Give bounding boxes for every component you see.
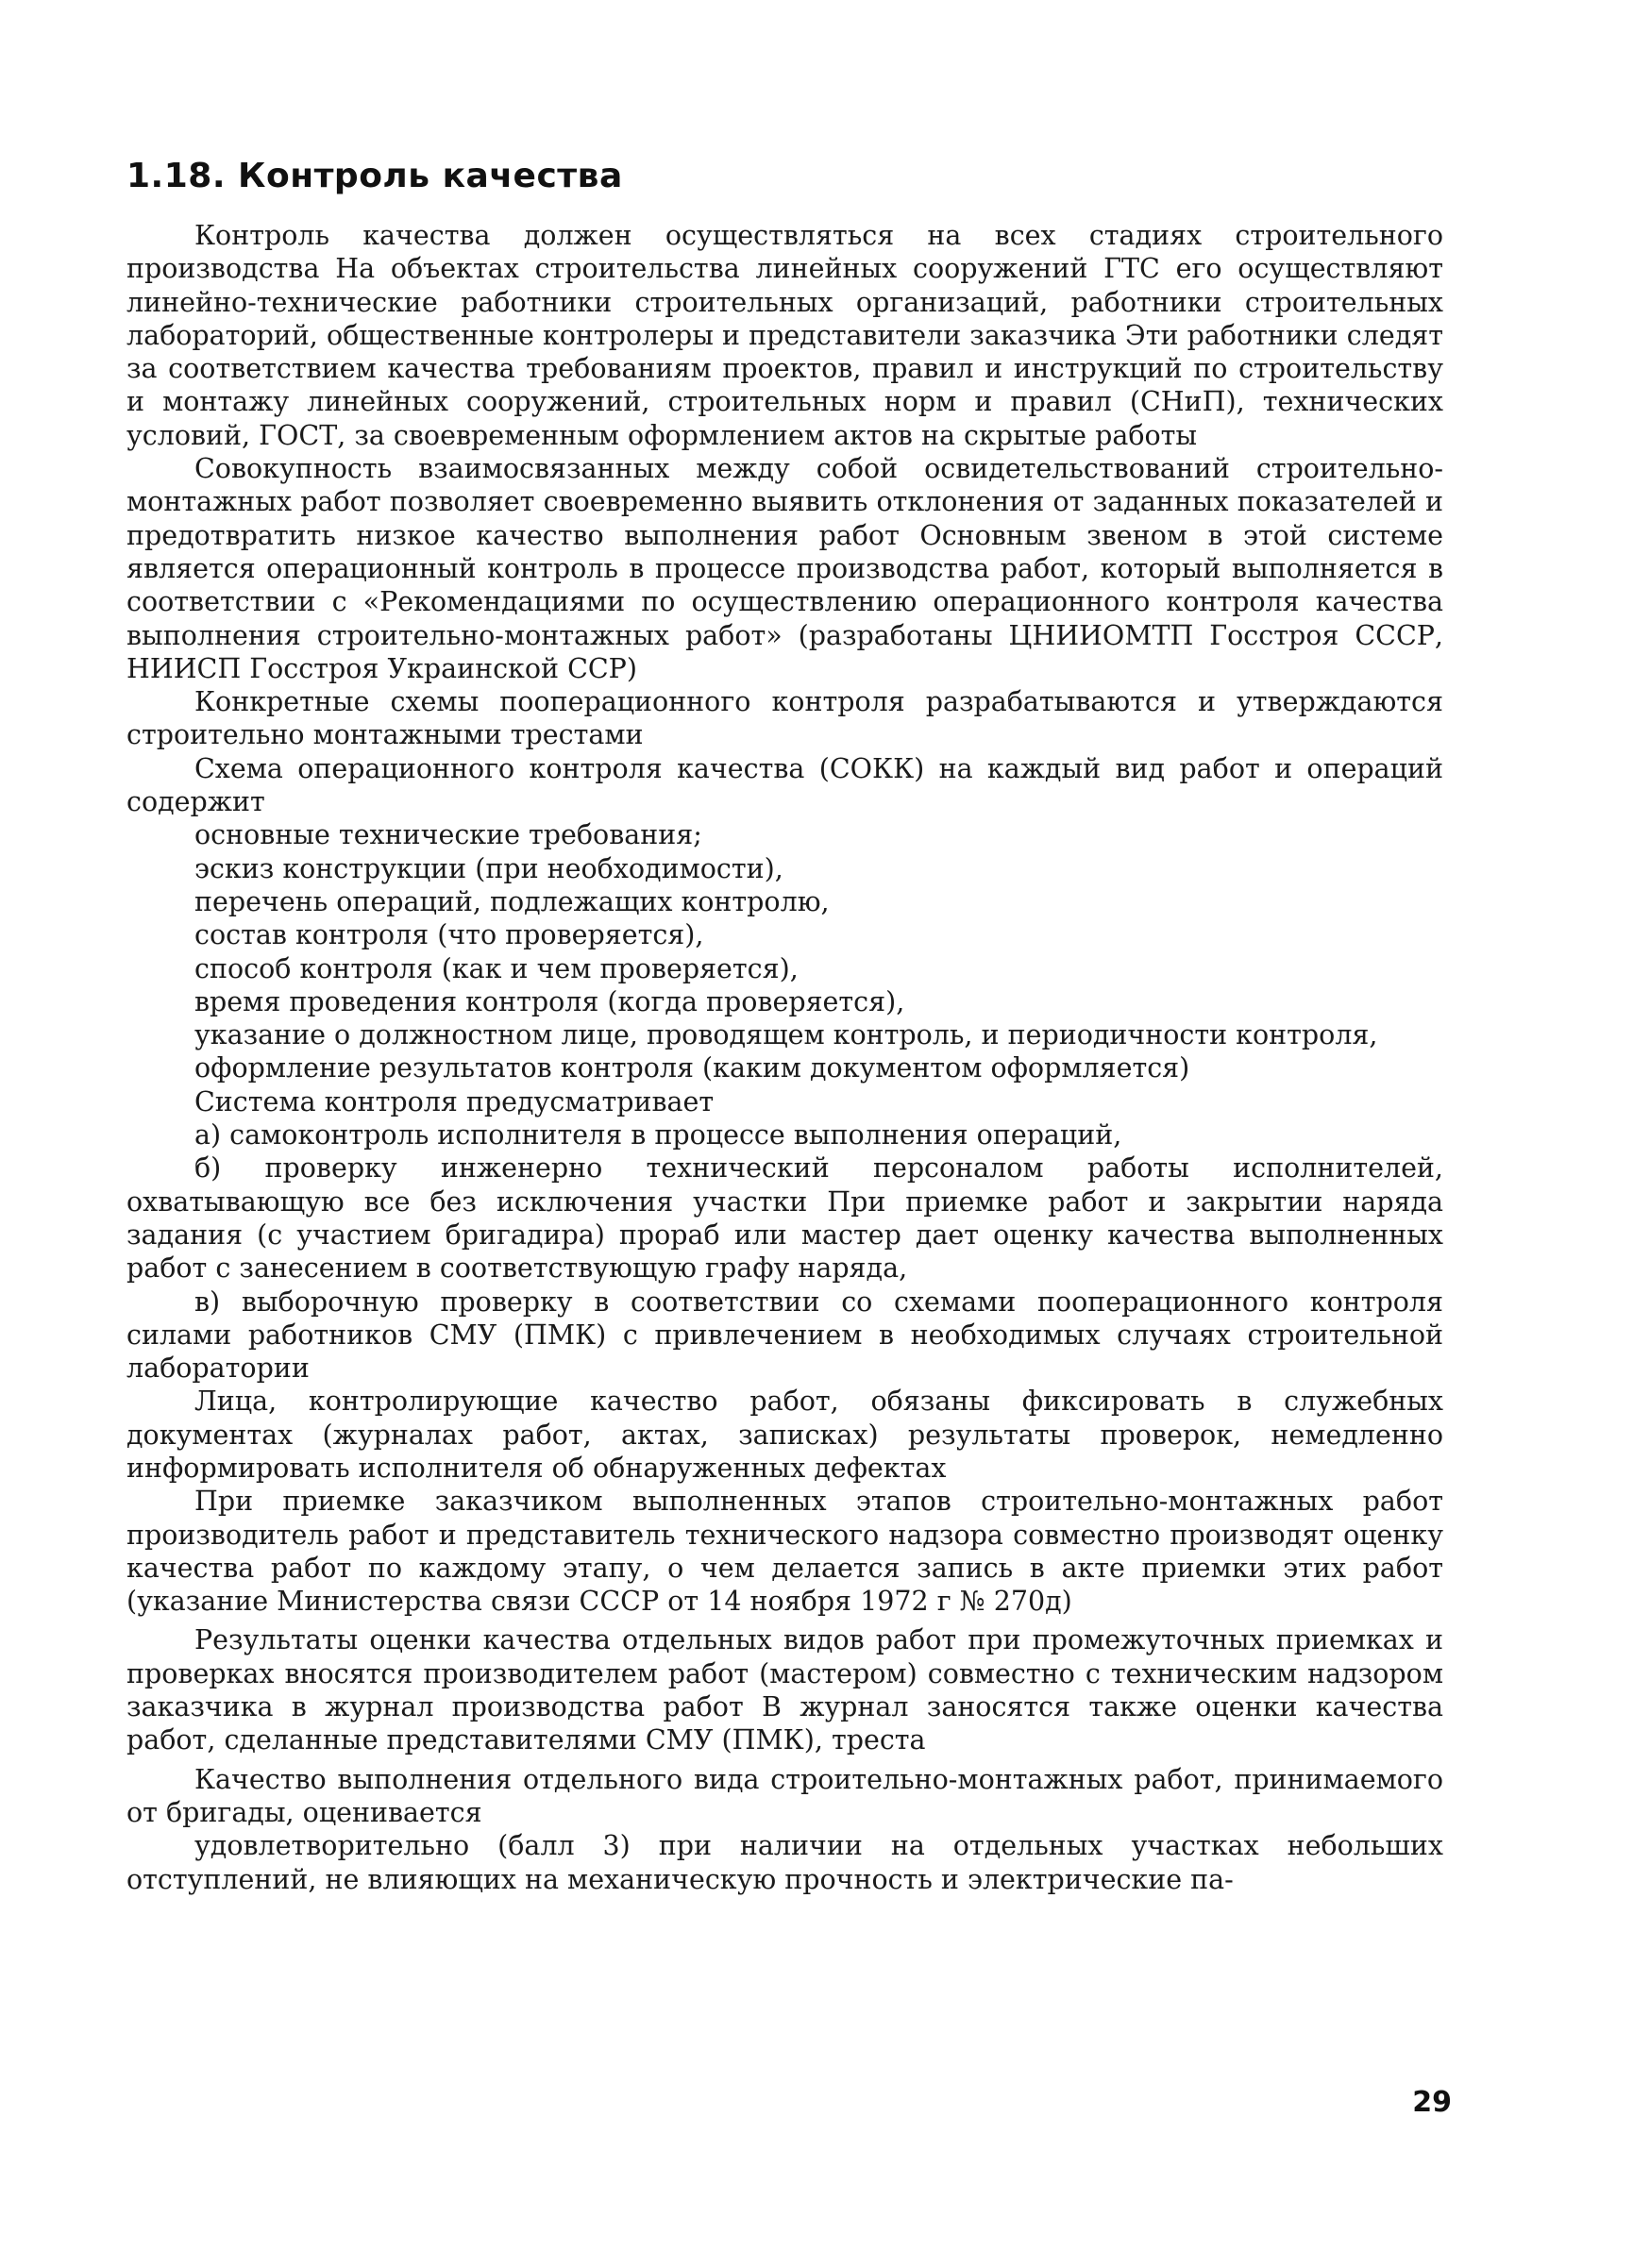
paragraph-satisfactory-grade: удовлетворительно (балл 3) при наличии на отдельных участках небольших отступлений, не влияющих на механическую прочность и электрические па- [126,1830,1443,1895]
paragraph-assessment-results: Результаты оценки качества отдельных видов работ при промежуточных приемках и проверках вносятся производителем работ (мастером) совместно с техническим надзором заказчика в журнал производства работ В журнал заносятся также оценки качества работ, сделанные представителями СМУ (ПМК), треста [126,1624,1443,1756]
paragraph-control-system: Система контроля предусматривает [194,1085,715,1117]
paragraph-operational-control: Совокупность взаимосвязанных между собой освидетельствований строительно-монтажных работ позволяет своевременно выявить отклонения от заданных показателей и предотвратить низкое качество выполнения работ Основным звеном в этой системе является операционный контроль в процессе производства работ, который выполняется в соответствии с «Рекомендациями по осуществлению операционного контроля качества выполнения строительно-монтажных работ» (разработаны ЦНИИОМТП Госстроя СССР, НИИСП Госстроя Украинской ССР) [126,453,1443,684]
paragraph-sokk-contents: Схема операционного контроля качества (СОКК) на каждый вид работ и операций содержит [126,752,1443,818]
paragraph-intro: Контроль качества должен осуществляться на всех стадиях строительного производства На объектах строительства линейных сооружений ГТС его осуществляют линейно-технические работники строительных организаций, работники строительных лабораторий, общественные контролеры и представители заказчика Эти работники следят за соответствием качества требованиям проектов, правил и инструкций по строительству и монтажу линейных сооружений, строительных норм и правил (СНиП), технических условий, ГОСТ, за своевременным оформлением актов на скрытые работы [126,220,1443,451]
list-item: состав контроля (что проверяется), [194,919,704,951]
list-item: перечень операций, подлежащих контролю, [194,885,830,917]
paragraph-responsible-persons: Лица, контролирующие качество работ, обязаны фиксировать в служебных документах (журналах работ, актах, записках) результаты проверок, немедленно информировать исполнителя об обнаруженных дефектах [126,1386,1443,1484]
list-item: время проведения контроля (когда проверяется), [194,985,905,1017]
list-item-b: б) проверку инженерно технический персоналом работы исполнителей, охватывающую все без исключения участки При приемке работ и закрытии наряда задания (с участием бригадира) прораб или мастер дает оценку качества выполненных работ с занесением в соответствующую графу наряда, [126,1152,1443,1285]
section-heading: 1.18. Контроль качества [126,157,623,195]
list-item-c: в) выборочную проверку в соответствии со схемами пооперационного контроля силами работников СМУ (ПМК) с привлечением в необходимых случаях строительной лаборатории [126,1285,1443,1385]
list-item-a: а) самоконтроль исполнителя в процессе выполнения операций, [194,1119,1122,1151]
list-item: способ контроля (как и чем проверяется), [194,952,799,984]
list-item: эскиз конструкции (при необходимости), [194,852,783,884]
paragraph-specific-schemes: Конкретные схемы пооперационного контроля разрабатываются и утверждаются строительно монтажными трестами [126,686,1443,751]
body-text [126,219,1443,1896]
list-item: основные технические требования; [194,819,702,851]
paragraph-quality-grade: Качество выполнения отдельного вида строительно-монтажных работ, принимаемого от бригады, оценивается [126,1763,1443,1828]
list-item: оформление результатов контроля (каким документом оформляется) [194,1052,1190,1084]
paragraph-customer-acceptance: При приемке заказчиком выполненных этапов строительно-монтажных работ производитель работ и представитель технического надзора совместно производят оценку качества работ по каждому этапу, о чем делается запись в акте приемки этих работ (указание Министерства связи СССР от 14 ноября 1972 г № 270д) [126,1486,1443,1618]
page-number: 29 [1412,2086,1452,2119]
list-item: указание о должностном лице, проводящем контроль, и периодичности контроля, [194,1019,1378,1051]
